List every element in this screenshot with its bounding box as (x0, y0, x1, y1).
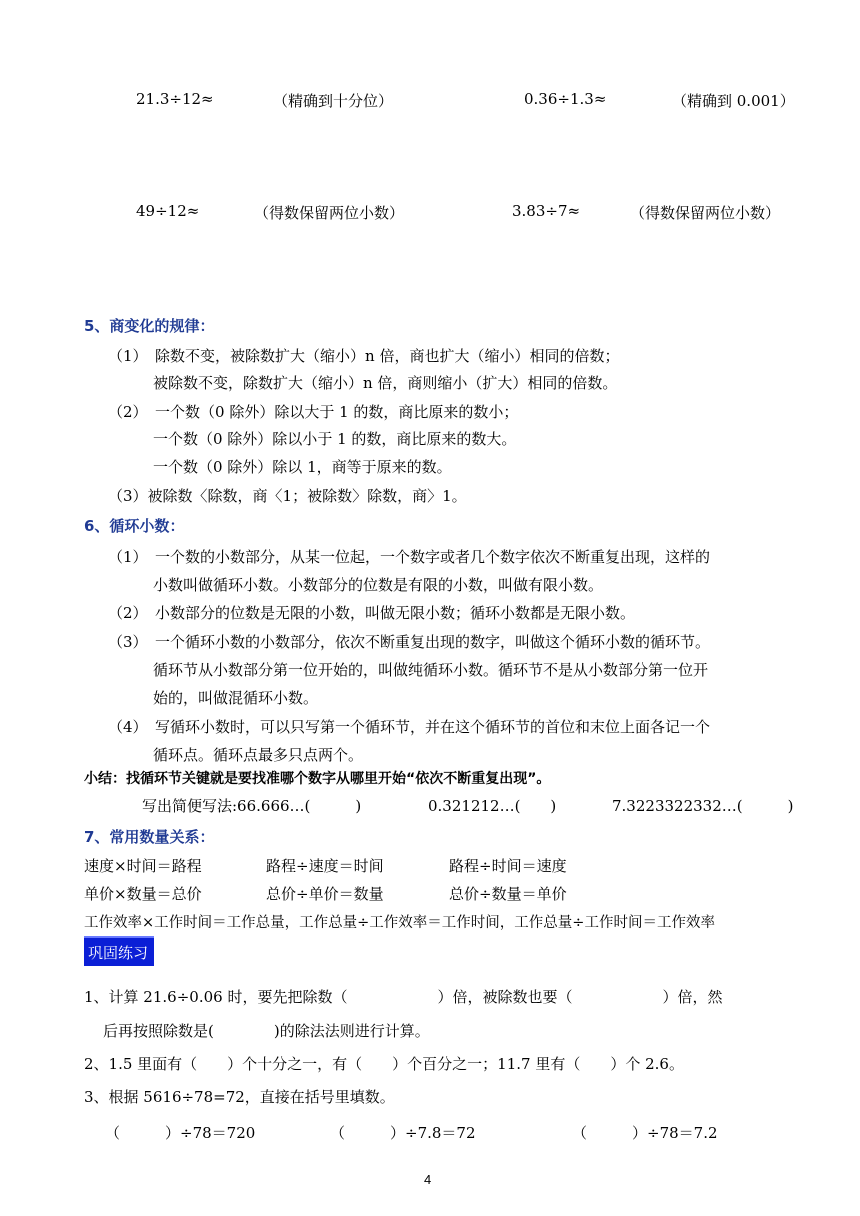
approx-row2-right-note: （得数保留两位小数） (630, 204, 781, 222)
exercise-simplified-b: 0.321212…( ) (428, 797, 557, 815)
section-6-line: 小数叫做循环小数。小数部分的位数是有限的小数，叫做有限小数。 (153, 576, 604, 594)
approx-row2-left-expr: 49÷12≈ (136, 202, 200, 220)
practice-q3: 3、根据 5616÷78=72，直接在括号里填数。 (84, 1088, 395, 1106)
approx-row1-right-note: （精确到 0.001） (672, 92, 795, 110)
practice-q1-line1: 1、计算 21.6÷0.06 时，要先把除数（ ）倍，被除数也要（ ）倍，然 (84, 988, 723, 1006)
relation-unit-price: 总价÷数量＝单价 (449, 885, 567, 903)
approx-row2-right-expr: 3.83÷7≈ (512, 202, 581, 220)
section-6-line: （4） 写循环小数时，可以只写第一个循环节，并在这个循环节的首位和末位上面各记一个 (108, 718, 711, 736)
section-6-line: 循环节从小数部分第一位开始的，叫做纯循环小数。循环节不是从小数部分第一位开 (153, 661, 709, 679)
relation-work: 工作效率×工作时间＝工作总量，工作总量÷工作效率＝工作时间，工作总量÷工作时间＝工作效率 (84, 915, 715, 931)
exercise-simplified-c: 7.3223322332…( ) (612, 797, 794, 815)
section-6-line: （3） 一个循环小数的小数部分，依次不断重复出现的数字，叫做这个循环小数的循环节。 (108, 633, 711, 651)
section-6-title: 6、循环小数： (84, 517, 185, 535)
relation-quantity: 总价÷单价＝数量 (266, 885, 384, 903)
page-number: 4 (424, 1172, 432, 1187)
section-6-line: （2） 小数部分的位数是无限的小数，叫做无限小数；循环小数都是无限小数。 (108, 604, 636, 622)
approx-row1-right-expr: 0.36÷1.3≈ (524, 90, 607, 108)
section-5-title: 5、商变化的规律： (84, 317, 215, 335)
section-5-item: 一个数（0 除外）除以 1，商等于原来的数。 (153, 458, 452, 476)
practice-q3-item: （ ）÷78＝720 (105, 1124, 256, 1142)
practice-badge: 巩固练习 (84, 936, 154, 966)
approx-row1-left-expr: 21.3÷12≈ (136, 90, 214, 108)
approx-row2-left-note: （得数保留两位小数） (254, 204, 405, 222)
practice-q3-item: （ ）÷7.8＝72 (330, 1124, 476, 1142)
section-5-item: （2） 一个数（0 除外）除以大于 1 的数，商比原来的数小； (108, 403, 519, 421)
relation-time: 路程÷速度＝时间 (266, 857, 384, 875)
section-6-line: （1） 一个数的小数部分，从某一位起，一个数字或者几个数字依次不断重复出现，这样的 (108, 548, 711, 566)
section-5-item: （3）被除数〈除数，商〈1；被除数〉除数，商〉1。 (108, 487, 467, 505)
section-7-title: 7、常用数量关系： (84, 828, 215, 846)
section-5-item: （1） 除数不变，被除数扩大（缩小）n 倍，商也扩大（缩小）相同的倍数； (108, 347, 620, 365)
exercise-simplified-a: 写出简便写法:66.666…( ) (142, 797, 362, 815)
section-5-item: 被除数不变，除数扩大（缩小）n 倍，商则缩小（扩大）相同的倍数。 (153, 374, 618, 392)
section-5-item: 一个数（0 除外）除以小于 1 的数，商比原来的数大。 (153, 430, 517, 448)
relation-total-price: 单价×数量＝总价 (84, 885, 202, 903)
practice-q3-item: （ ）÷78＝7.2 (572, 1124, 718, 1142)
section-6-line: 始的，叫做混循环小数。 (153, 689, 319, 707)
relation-speed: 速度×时间＝路程 (84, 857, 202, 875)
section-6-line: 循环点。循环点最多只点两个。 (153, 746, 364, 764)
relation-velocity: 路程÷时间＝速度 (449, 857, 567, 875)
practice-q1-line2: 后再按照除数是( )的除法法则进行计算。 (103, 1022, 430, 1040)
section-6-summary: 小结：找循环节关键就是要找准哪个数字从哪里开始“依次不断重复出现”。 (84, 771, 551, 787)
practice-q2: 2、1.5 里面有（ ）个十分之一，有（ ）个百分之一；11.7 里有（ ）个 2.6。 (84, 1055, 684, 1073)
approx-row1-left-note: （精确到十分位） (273, 92, 394, 110)
